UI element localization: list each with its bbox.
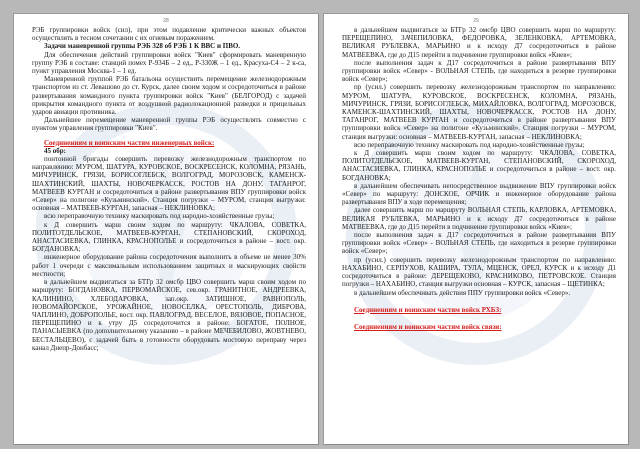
paragraph: пр (усил.) совершить перевозку железнодорожным транспортом по направлению: НАХАБИНО, СЕРПУХОВ, КАШИРА, ТУЛА, МЦЕНСК, ОРЕЛ, КУРСК и к исходу Д1 сосредоточиться в районе: ДЕРЕЩЕКОВО, КРАСНИКОВО, ПЕТРОВСКОЕ. Станция погрузки – НАХАБИНО, станция выгрузки основная – КУРСК, запасная – ЩЕТИНКА; <box>342 255 616 289</box>
left-page-text <box>32 26 306 352</box>
paragraph: Дальнейшее перемещение маневренной группы РЭБ осуществлять совместно с пунктом управления группировки "Киев". <box>32 116 306 133</box>
paragraph: в дальнейшем выдвигаться за БТГр 32 омсбр ЦВО совершить марш по маршруту: ПЕРЕЩЕПИНО, ЗАЧЕПИЛОВКА, ФЕДОРОВКА, ЗЕЛЕНКОВКА, АРТЕМОВКА, ВЕЛИКАЯ РУБЛЕВКА, МАРЬИНО и к исходу Д7 сосредоточиться в районе МАТВЕЕВКА, где до Д15 перейти в подчинение группировки войск «Киев»; <box>342 26 616 59</box>
paragraph: к Д совершить марш своим ходом по маршруту: ЧКАЛОВА, СОВЕТКА, ПОЛИТОТДЕЛЬСКОЕ, МАТВЕЕВ-КУРГАН, СТЕПАНОВСКИЙ, СКОРОХОД, АНАСТАСИЕВКА, ГЛИНКА, КРАСНОПОЛЬЕ и сосредоточиться в районе – вост. окр. БОГДАНОВКА; <box>32 220 306 254</box>
paragraph: Маневренной группой РЭБ батальона осуществить перемещение железнодорожным транспортом из ст. Левашово до ст. Курск, далее своим ходом и сосредоточиться в районе развертывания командного пункта группировки войск "Киев" (БЕЛГОРОД) с задачей прикрытия командного пункта от воздушной радиолокационной разведки и прицельных ударов авиации противника. <box>32 75 306 117</box>
page-number: 29 <box>473 18 479 24</box>
right-page <box>324 14 628 444</box>
paragraph: после выполнения задач к Д17 сосредоточиться в районе развертывания ВПУ группировки войск «Север» - ВОЛЬНАЯ СТЕПЬ, где находиться в резерве группировки войск «Север»; <box>342 58 616 84</box>
unit-heading: 45 обр: <box>44 146 66 155</box>
page-number: 28 <box>163 18 169 24</box>
paragraph: инженерное оборудование района сосредоточения выполнить в объеме не менее 30% работ 1 очереди с максимальным использованием защитных и маскирующих свойств местности; <box>32 253 306 278</box>
left-page <box>14 14 318 444</box>
paragraph: в дальнейшем выдвигаться за БТГр 32 омсбр ЦВО совершить марш своим ходом по маршруту: БОГДАНОВКА, ПЕРВОМАЙСКОЕ, сев.окр. ГРАНИТНОЕ, АНДРЕЕВКА, КАЛИНИНО, ХЛЕБОДАРОВКА, зап.окр. ЗАТИШНОЕ, РАВНОПОЛЬ, НОВОМАЙОРСКОЕ, УРОЖАЙНОЕ, НОВОСЕЛКА, ОРЕСТОПОЛЬ, ДИБРОВА, ЧАПЛИНО, ДОБРОПОЛЬЕ, вост. окр. ПАВЛОГРАД, ВЕСЕЛОЕ, ВЯЗОВОЕ, ПОПАСНОЕ, ПЕРЕЩЕПИНО и к утру Д5 сосредоточится в районе: БОГАТОЕ, ПОЛНОЕ, ПАНАСЫЕВКА (по дополнительному указанию – в районе МЕЧЕБИЛОВО, ЖОВТНЕВО, БЕСТАЛЬЦЕВО), с задачей быть в готовности оборудовать мостовую переправу через канал Днепр-Донбасс; <box>32 278 306 352</box>
paragraph: к Д совершить марш своим ходом по маршруту: ЧКАЛОВА, СОВЕТКА, ПОЛИТОТДЕЛЬСКОЕ, МАТВЕЕВ-КУРГАН, СТЕПАНОВСКИЙ, СКОРОХОД, АНАСТАСИЕВКА, ГЛИНКА, КРАСНОПОЛЬЕ и сосредоточиться в районе – вост. окр. БОГДАНОВКА; <box>342 149 616 182</box>
paragraph: понтонной бригады совершить перевозку железнодорожным транспортом по направлению: МУРОМ, ШАТУРА, КУРОВСКОЕ, ВОСКРЕСЕНСК, КОЛОМНА, РЯЗАНЬ, МИЧУРИНСК, ГРЯЗИ, БОРИСОГЛЕБСК, ВОЛГОГРАД, МОРОЗОВСК, КАМЕНСК-ШАХТИНСКИЙ, ШАХТЫ, НОВОЧЕРКАССК, РОСТОВ НА ДОНУ, ТАГАНРОГ, МАТВЕЕВ КУРГАН и сосредоточиться в районе развертывания ВПУ группировки войск «Север» на полигоне «Кузьминский». Станция погрузки – МУРОМ, станция выгрузки: основная – МАТВЕЕВ-КУРГАН, запасная – НЕКЛИНОВКА; <box>32 155 306 213</box>
paragraph: в дальнейшем обеспечивать действия ППУ группировки войск «Север». <box>354 288 571 297</box>
paragraph: пр (усил.) совершить перевозку железнодорожным транспортом по направлению: МУРОМ, ШАТУРА, КУРОВСКОЕ, ВОСКРЕСЕНСК, КОЛОМНА, РЯЗАНЬ, МИЧУРИНСК, ГРЯЗИ, БОРИСОГЛЕБСК, МИХАЙЛОВКА, ВОЛГОГРАД, МОРОЗОВСК, КАМЕНСК-ШАХТИНСКИЙ, ШАХТЫ, НОВОЧЕРКАССК, РОСТОВ НА ДОНУ, ТАГАНРОГ, МАТВЕЕВ КУРГАН и сосредоточиться в районе развертывания ВПУ группировки войск «Север» на полигоне «Кузьминский». Станция погрузки – МУРОМ, станция выгрузки: основная – МАТВЕЕВ-КУРГАН, запасная – НЕКЛИНОВКА; <box>342 83 616 141</box>
right-page-text <box>342 26 616 331</box>
paragraph: после выполнения задач к Д17 сосредоточиться в районе развертывания ВПУ группировки войск «Север» - ВОЛЬНАЯ СТЕПЬ, где находиться в резерве группировки войск «Север»; <box>342 231 616 256</box>
paragraph: далее совершить марш по маршруту ВОЛЬНАЯ СТЕПЬ, КАРЛОВКА, АРТЕМОВКА, ВЕЛИКАЯ РУБЛЕВКА, МАРЬИНО и к исходу Д7 сосредоточиться в районе МАТВЕЕВКА, где до Д15 перейти в подчинение группировки войск «Киев»; <box>342 206 616 231</box>
paragraph: Для обеспечения действий группировки войск "Киев" сформировать маневренную группу РЭБ в составе: станций помех Р-934Б – 2 ед., Р-330Ж – 1 ед., Красуха-С4 – 2 к-са, пункт управления Москва-1 – 1 ед. <box>32 50 306 76</box>
paragraph: РЭБ группировки войск (сил), при этом подавление критически важных объектов осуществлять в тесном сочетании с их огневым поражением. <box>32 26 306 43</box>
red-section-heading: Соединениям и воинским частям инженерных войск: <box>44 138 215 147</box>
section-heading: Задачи маневренной группы РЭБ 328 об РЭБ 1 К ВВС и ПВО. <box>44 42 241 51</box>
red-section-heading: Соединениям и воинским частям войск РХБЗ: <box>354 305 502 314</box>
red-section-heading: Соединениям и воинским частям войск связи: <box>354 322 502 331</box>
paragraph: в дальнейшем обеспечивать непосредственное выдвижение ВПУ группировки войск «Север» по маршруту: ДОНСКОЕ, ОРЧИК и инженерное оборудование района развертывания ВПУ в ходе перемещения; <box>342 181 616 207</box>
paragraph: всю переправочную технику маскировать под народно-хозяйственные грузы; <box>44 212 275 221</box>
paragraph: всю переправочную технику маскировать под народно-хозяйственные грузы; <box>354 140 585 149</box>
